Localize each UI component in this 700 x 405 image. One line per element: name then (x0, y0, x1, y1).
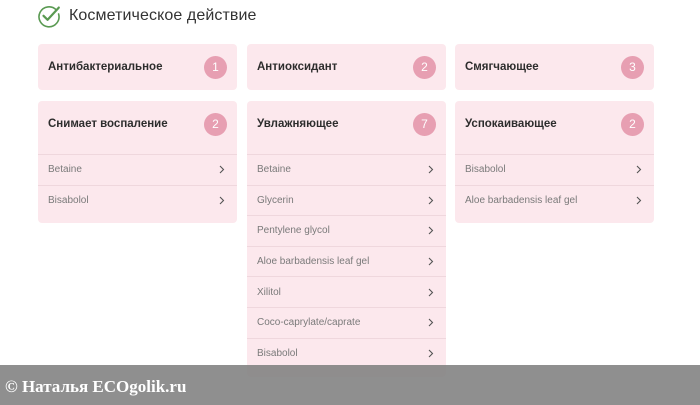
count-badge: 7 (413, 113, 436, 136)
count-badge: 3 (621, 56, 644, 79)
list-item[interactable] (247, 276, 446, 307)
ingredient-name: Aloe barbadensis leaf gel (465, 194, 578, 206)
list-item[interactable] (38, 185, 237, 216)
list-item[interactable] (247, 338, 446, 369)
list-item[interactable] (38, 154, 237, 185)
count-badge: 2 (413, 56, 436, 79)
card-softening[interactable] (455, 44, 654, 90)
card-moisturizing[interactable] (247, 101, 446, 377)
card-header[interactable] (455, 101, 654, 147)
card-title: Смягчающее (465, 61, 539, 73)
section-title: Косметическое действие (69, 7, 257, 24)
card-antioxidant[interactable] (247, 44, 446, 90)
card-header[interactable] (247, 44, 446, 90)
card-title: Снимает воспаление (48, 118, 168, 130)
list-item[interactable] (247, 215, 446, 246)
ingredient-name: Bisabolol (257, 347, 298, 359)
ingredient-list (247, 154, 446, 368)
watermark-text: © Наталья ECOgolik.ru (5, 377, 187, 396)
chevron-right-icon (636, 165, 642, 174)
chevron-right-icon (428, 318, 434, 327)
count-badge: 1 (204, 56, 227, 79)
ingredient-name: Aloe barbadensis leaf gel (257, 256, 370, 268)
card-header[interactable] (38, 101, 237, 147)
card-title: Увлажняющее (257, 118, 339, 130)
chevron-right-icon (428, 226, 434, 235)
card-soothing[interactable] (455, 101, 654, 223)
section-header (37, 4, 257, 28)
card-title: Успокаивающее (465, 118, 557, 130)
list-item[interactable] (247, 185, 446, 216)
card-header[interactable] (455, 44, 654, 90)
card-title: Антибактериальное (48, 61, 163, 73)
card-anti-inflammatory[interactable] (38, 101, 237, 223)
chevron-right-icon (428, 349, 434, 358)
ingredient-list (455, 154, 654, 215)
count-badge: 2 (204, 113, 227, 136)
card-title: Антиоксидант (257, 61, 338, 73)
ingredient-name: Bisabolol (48, 194, 89, 206)
chevron-right-icon (636, 196, 642, 205)
list-item[interactable] (247, 154, 446, 185)
chevron-right-icon (219, 196, 225, 205)
list-item[interactable] (247, 307, 446, 338)
card-header[interactable] (38, 44, 237, 90)
card-header[interactable] (247, 101, 446, 147)
ingredient-name: Betaine (48, 164, 82, 176)
ingredient-name: Pentylene glycol (257, 225, 330, 237)
list-item[interactable] (455, 185, 654, 216)
ingredient-name: Coco-caprylate/caprate (257, 317, 361, 329)
check-circle-icon (37, 4, 61, 28)
ingredient-name: Xilitol (257, 286, 281, 298)
chevron-right-icon (428, 165, 434, 174)
list-item[interactable] (247, 246, 446, 277)
list-item[interactable] (455, 154, 654, 185)
chevron-right-icon (219, 165, 225, 174)
ingredient-name: Bisabolol (465, 164, 506, 176)
count-badge: 2 (621, 113, 644, 136)
ingredient-name: Betaine (257, 164, 291, 176)
chevron-right-icon (428, 288, 434, 297)
ingredient-list (38, 154, 237, 215)
chevron-right-icon (428, 257, 434, 266)
ingredient-name: Glycerin (257, 194, 294, 206)
card-antibacterial[interactable] (38, 44, 237, 90)
chevron-right-icon (428, 196, 434, 205)
